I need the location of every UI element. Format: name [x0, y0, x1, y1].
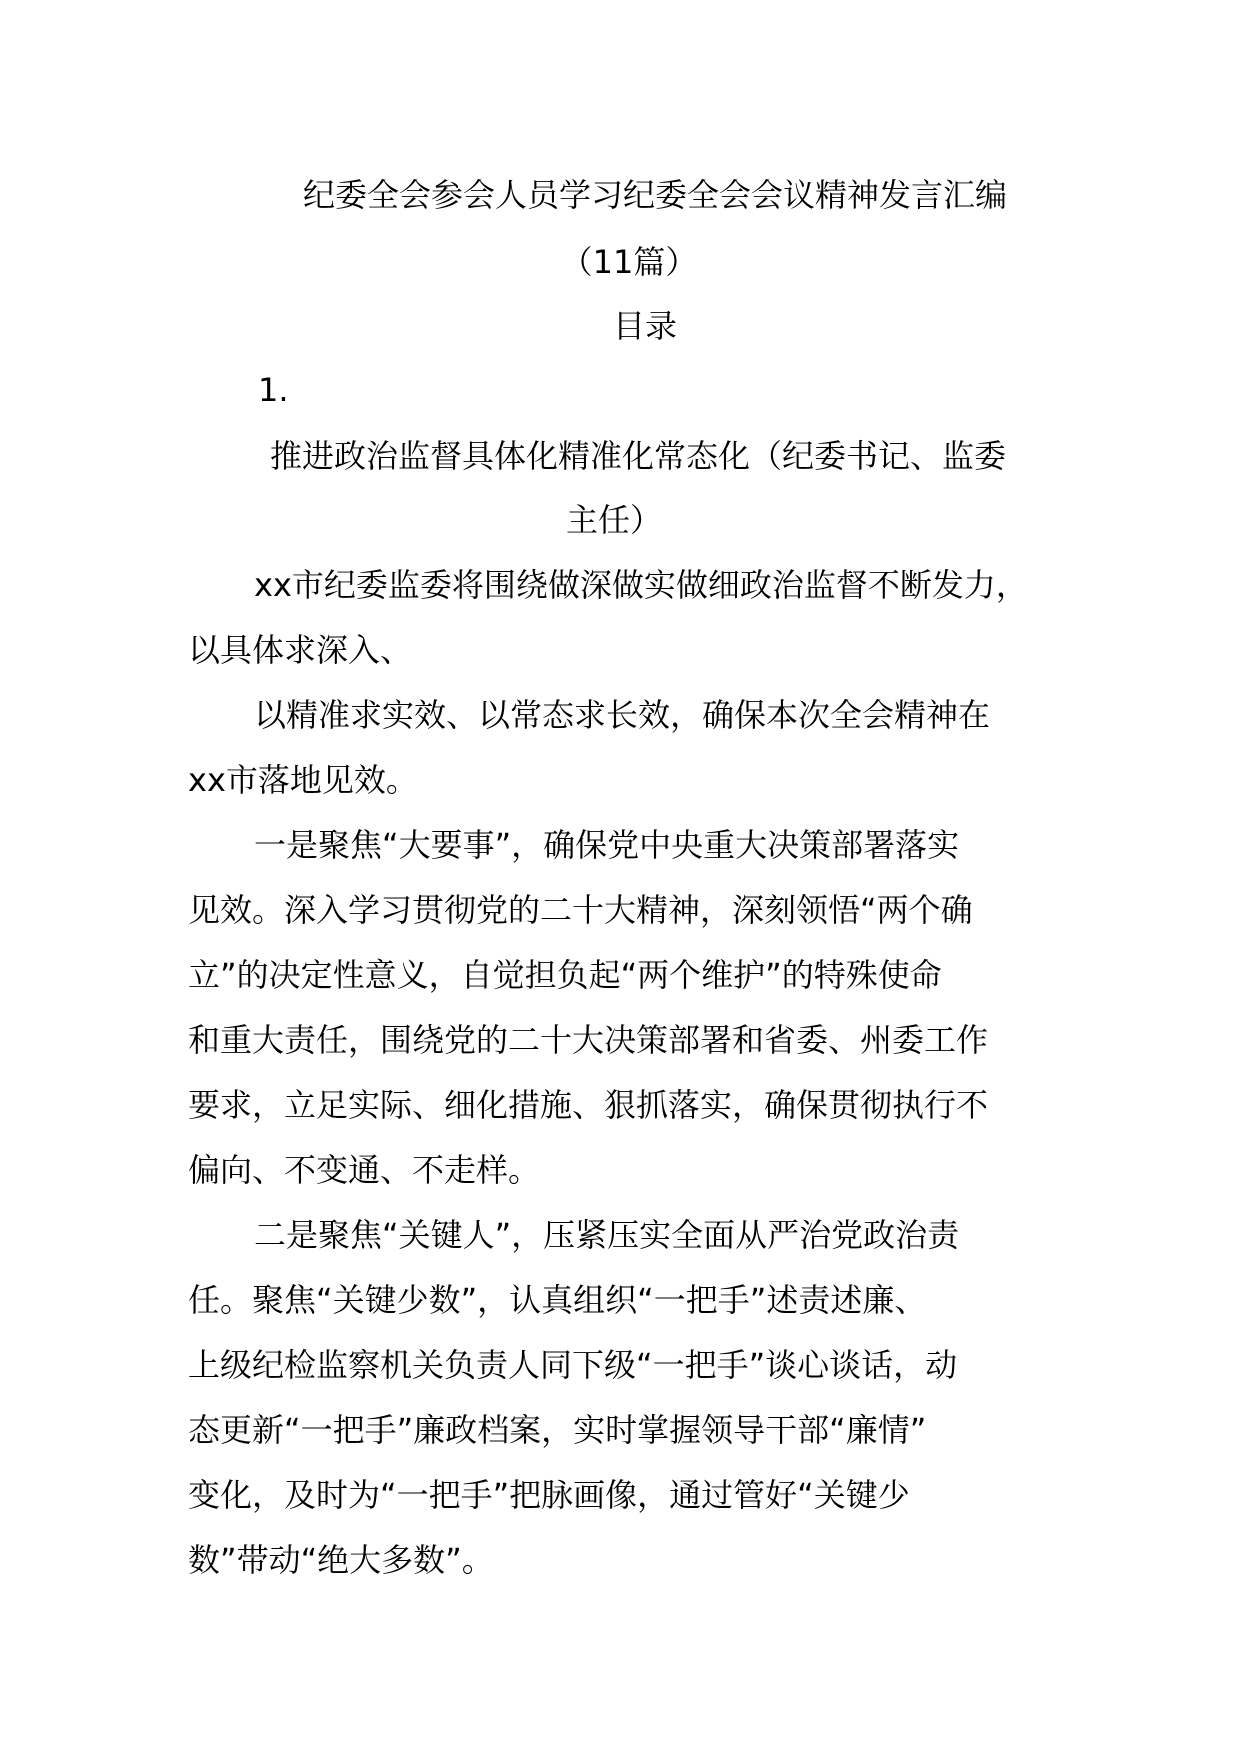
paragraph-3-line-4: 和重大责任，围绕党的二十大决策部署和省委、州委工作: [188, 1021, 989, 1059]
paragraph-3-line-5: 要求，立足实际、细化措施、狠抓落实，确保贯彻执行不: [188, 1086, 989, 1124]
document-subtitle: （11篇）: [560, 243, 698, 281]
paragraph-4-line-4: 态更新“一把手”廉政档案，实时掌握领导干部“廉情”: [188, 1411, 927, 1449]
paragraph-3-line-2: 见效。深入学习贯彻党的二十大精神，深刻领悟“两个确: [188, 891, 973, 929]
paragraph-4-line-3: 上级纪检监察机关负责人同下级“一把手”谈心谈话，动: [188, 1346, 958, 1384]
paragraph-4-line-1: 二是聚焦“关键人”，压紧压实全面从严治党政治责: [254, 1216, 960, 1254]
document-title: 纪委全会参会人员学习纪委全会会议精神发言汇编: [302, 176, 1007, 214]
paragraph-4-line-6: 数”带动“绝大多数”。: [188, 1541, 494, 1579]
paragraph-4-line-5: 变化，及时为“一把手”把脉画像，通过管好“关键少: [188, 1476, 910, 1514]
toc-item-title-continued: 主任）: [566, 501, 663, 539]
paragraph-3-line-3: 立”的决定性意义，自觉担负起“两个维护”的特殊使命: [188, 956, 942, 994]
paragraph-1-line-1: xx市纪委监委将围绕做深做实做细政治监督不断发力，: [254, 566, 1028, 604]
paragraph-2-line-1: 以精准求实效、以常态求长效，确保本次全会精神在: [254, 696, 991, 734]
paragraph-3-line-6: 偏向、不变通、不走样。: [188, 1151, 541, 1189]
toc-item-number: 1.: [258, 371, 289, 409]
paragraph-1-line-2: 以具体求深入、: [188, 631, 413, 669]
toc-heading: 目录: [612, 307, 677, 345]
toc-item-title: 推进政治监督具体化精准化常态化（纪委书记、监委: [270, 437, 1007, 475]
paragraph-4-line-2: 任。聚焦“关键少数”，认真组织“一把手”述责述廉、: [188, 1281, 927, 1319]
paragraph-3-line-1: 一是聚焦“大要事”，确保党中央重大决策部署落实: [254, 826, 960, 864]
paragraph-2-line-2: xx市落地见效。: [188, 761, 418, 799]
